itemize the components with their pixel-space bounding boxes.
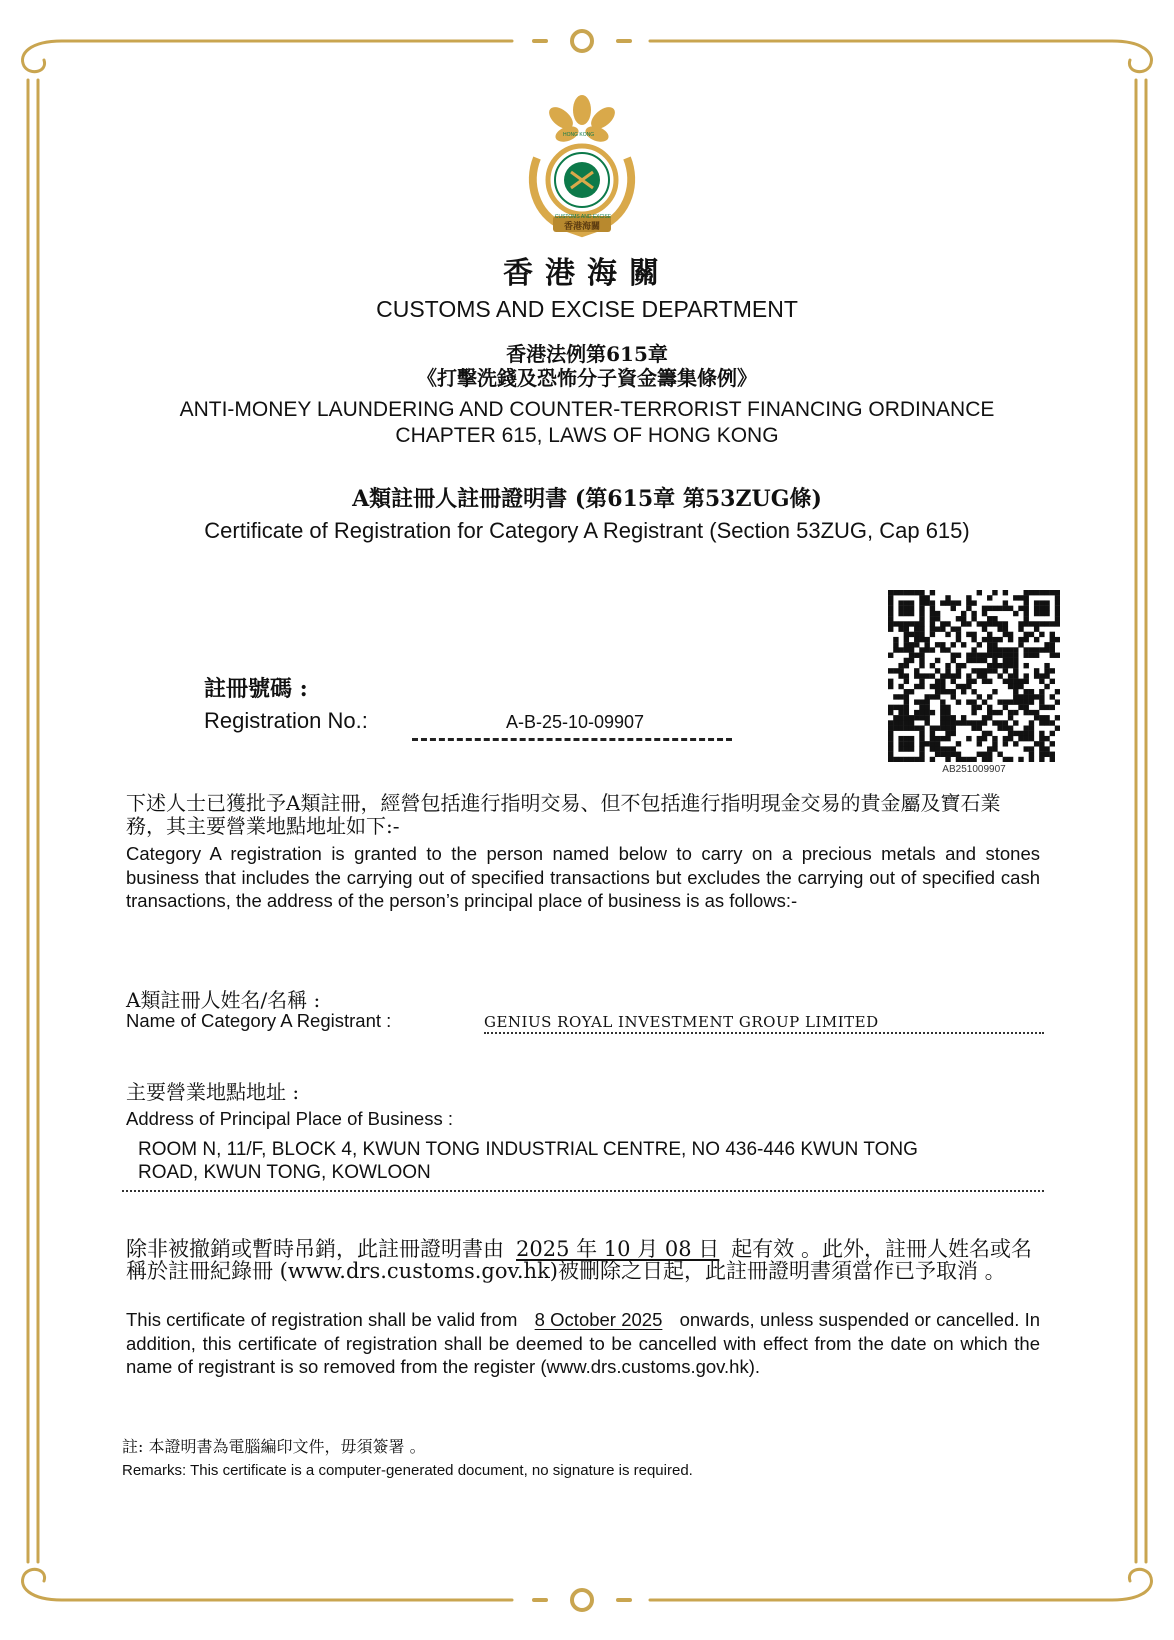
- address-dotted-line: [122, 1190, 1044, 1192]
- remarks-en: Remarks: This certificate is a computer-generated document, no signature is required.: [122, 1462, 693, 1479]
- address-value: [138, 1138, 1018, 1184]
- address-label-en: Address of Principal Place of Business :: [126, 1108, 453, 1129]
- registration-number: A-B-25-10-09907: [505, 712, 645, 732]
- validity-en: [126, 1308, 1040, 1379]
- registrant-name: GENIUS ROYAL INVESTMENT GROUP LIMITED: [484, 1013, 1044, 1034]
- registration-dash-line: [412, 738, 732, 741]
- certificate-title-zh: A類註冊人註冊證明書 (第615章 第53ZUG條): [352, 486, 822, 512]
- certificate-title-en: Certificate of Registration for Category A Registrant (Section 53ZUG, Cap 615): [204, 518, 970, 543]
- remarks-zh: 註: 本證明書為電腦編印文件，毋須簽署 。: [122, 1437, 426, 1456]
- registration-label-zh: 註冊號碼 :: [204, 676, 308, 702]
- ordinance-zh-line1: 香港法例第615章: [506, 342, 668, 366]
- registrant-label-zh: A類註冊人姓名/名稱 :: [126, 988, 321, 1012]
- address-line1: ROOM N, 11/F, BLOCK 4, KWUN TONG INDUSTRIAL CENTRE, NO 436-446 KWUN TONG: [138, 1139, 918, 1160]
- ordinance-en-line1: ANTI-MONEY LAUNDERING AND COUNTER-TERRORIST FINANCING ORDINANCE: [179, 398, 995, 421]
- registration-label-en: Registration No.:: [204, 708, 368, 733]
- validity-zh-date: 2025 年 10 月 08 日: [516, 1237, 720, 1261]
- agency-name-en: CUSTOMS AND EXCISE DEPARTMENT: [376, 296, 798, 322]
- address-line2: ROAD, KWUN TONG, KOWLOON: [138, 1162, 431, 1183]
- validity-en-date: 8 October 2025: [534, 1309, 663, 1330]
- emblem-text-middle: CUSTOMS AND EXCISE: [554, 214, 612, 220]
- emblem-text-top: HONG KONG: [563, 132, 595, 138]
- intro-en: Category A registration is granted to the person named below to carry on a precious metals and stones business that includes the carrying out of specified transactions but excludes the carrying out of specified cash transactions, the address of the person’s principal place of business is as follows:-: [126, 843, 1040, 911]
- emblem-text-bottom: 香港海關: [563, 221, 600, 231]
- qr-caption: AB251009907: [942, 764, 1006, 775]
- validity-zh-after: 起有效 。此外，註冊人姓名或名稱於註冊紀錄冊 (www.drs.customs.gov.hk)被刪除之日起，此註冊證明書須當作已予取消 。: [126, 1237, 1032, 1283]
- ordinance-en-line2: CHAPTER 615, LAWS OF HONG KONG: [395, 424, 779, 447]
- intro-zh: 下述人士已獲批予A類註冊，經營包括進行指明交易、但不包括進行指明現金交易的貴金屬及寶石業務，其主要營業地點地址如下:-: [126, 791, 1001, 838]
- validity-zh: [126, 1238, 1040, 1282]
- validity-en-after: onwards, unless suspended or cancelled. In addition, this certificate of registration shall be deemed to be cancelled with effect from the date on which the name of registrant is so removed from the register (www.drs.customs.gov.hk).: [126, 1309, 1041, 1377]
- address-label-zh: 主要營業地點地址 :: [126, 1080, 300, 1104]
- ordinance-zh-line2: 《打擊洗錢及恐怖分子資金籌集條例》: [417, 366, 757, 390]
- registrant-label-en: Name of Category A Registrant :: [126, 1010, 392, 1031]
- qr-code-icon: [888, 590, 1060, 762]
- validity-zh-before: 除非被撤銷或暫時吊銷，此註冊證明書由: [126, 1237, 504, 1261]
- agency-name-zh: 香港海關: [503, 256, 671, 291]
- emblem-text: [517, 88, 647, 248]
- validity-en-before: This certificate of registration shall be valid from: [126, 1309, 518, 1330]
